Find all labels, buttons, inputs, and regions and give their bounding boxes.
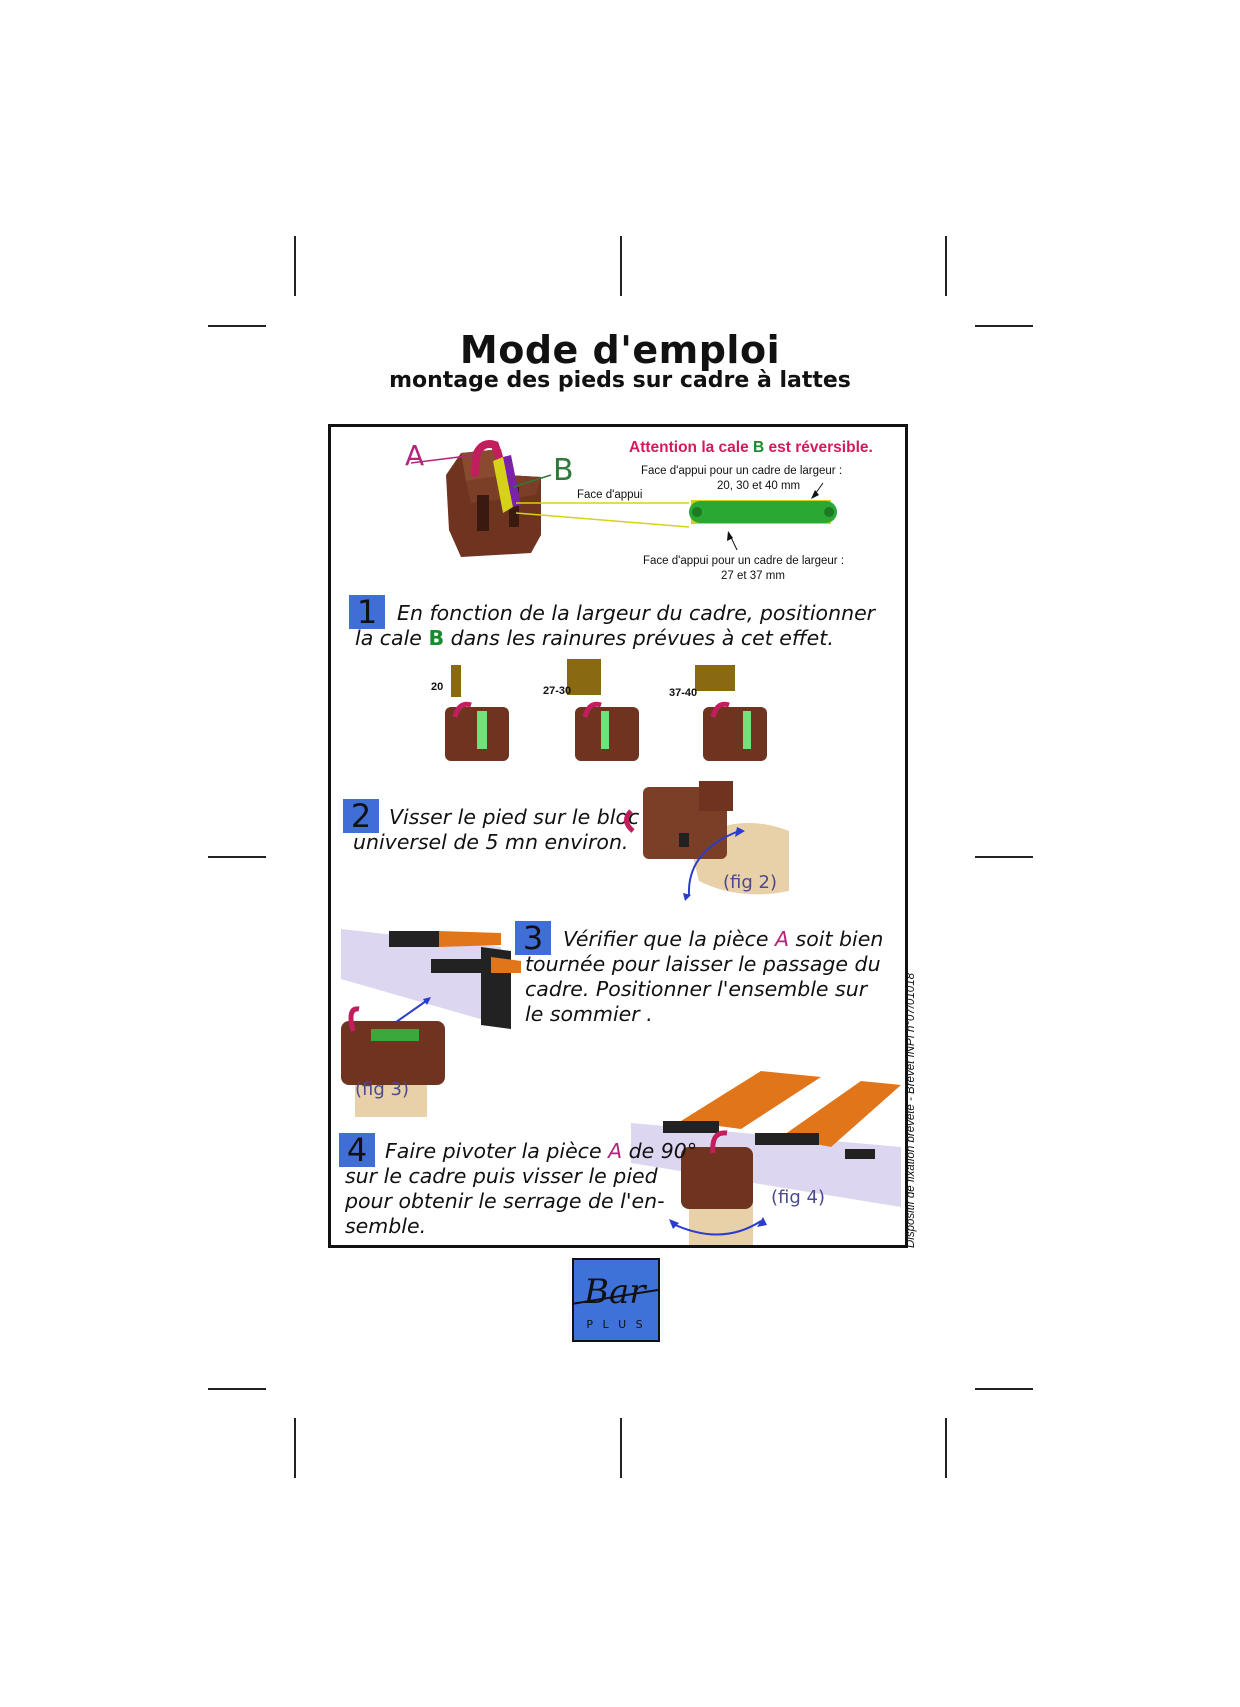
- crop-mark: [975, 856, 1033, 858]
- step-2-line2: universel de 5 mn environ.: [353, 830, 629, 854]
- face-appui-label: Face d'appui: [577, 489, 643, 501]
- barplus-logo: [572, 1258, 660, 1342]
- instructions-panel: [328, 424, 908, 1248]
- face-bottom-line2: 27 et 37 mm: [721, 570, 785, 582]
- step-4-number: 4: [339, 1133, 375, 1167]
- piece-a-label: A: [405, 439, 425, 472]
- step-1-number: 1: [349, 595, 385, 629]
- face-bottom-line1: Face d'appui pour un cadre de largeur :: [643, 555, 845, 567]
- fig4-label: (fig 4): [771, 1187, 825, 1208]
- fig2-label: (fig 2): [723, 872, 777, 893]
- step-3-line3: cadre. Positionner l'ensemble sur: [525, 977, 868, 1001]
- crop-mark: [945, 236, 947, 296]
- crop-mark: [294, 236, 296, 296]
- crop-mark: [975, 325, 1033, 327]
- attention-note: Attention la cale B est réversible.: [629, 439, 873, 456]
- fig3-label: (fig 3): [355, 1079, 409, 1100]
- crop-mark: [294, 1418, 296, 1478]
- step-2-line1: Visser le pied sur le bloc: [389, 805, 640, 829]
- face-top-line2: 20, 30 et 40 mm: [717, 480, 801, 492]
- crop-mark: [208, 325, 266, 327]
- step-4-line3: pour obtenir le serrage de l'en-: [345, 1189, 665, 1213]
- step-1-line1: En fonction de la largeur du cadre, positionner: [397, 601, 876, 625]
- size-label-27-30: 27-30: [543, 685, 572, 697]
- cale-b-label: B: [553, 453, 574, 488]
- step-3-number: 3: [515, 921, 551, 955]
- cale-positions-illustration: [431, 655, 791, 765]
- step-3-line2: tournée pour laisser le passage du: [525, 952, 881, 976]
- step-4-line2: sur le cadre puis visser le pied: [345, 1164, 658, 1188]
- step-4-line4: semble.: [345, 1214, 427, 1238]
- crop-mark: [620, 1418, 622, 1478]
- crop-mark: [208, 1388, 266, 1390]
- page-subtitle: montage des pieds sur cadre à lattes: [389, 368, 851, 393]
- page-title: Mode d'emploi: [459, 328, 781, 372]
- logo-script: Bar: [584, 1272, 646, 1312]
- crop-mark: [945, 1418, 947, 1478]
- step-4-line1: Faire pivoter la pièce A de 90°: [385, 1139, 698, 1163]
- step-3-line1: Vérifier que la pièce A soit bien: [563, 927, 884, 951]
- logo-letters: P L U S: [586, 1318, 646, 1331]
- step-1-line2: la cale B dans les rainures prévues à cet effet.: [355, 626, 834, 650]
- step-3-line4: le sommier .: [525, 1002, 653, 1026]
- crop-mark: [208, 856, 266, 858]
- size-label-37-40: 37-40: [669, 687, 698, 699]
- step-2-number: 2: [343, 799, 379, 833]
- crop-mark: [620, 236, 622, 296]
- crop-mark: [975, 1388, 1033, 1390]
- patent-note: Dispositif de fixation breveté - Brevet INPI n°07/01018: [905, 973, 917, 1248]
- face-top-line1: Face d'appui pour un cadre de largeur :: [641, 465, 843, 477]
- size-label-20: 20: [431, 681, 444, 693]
